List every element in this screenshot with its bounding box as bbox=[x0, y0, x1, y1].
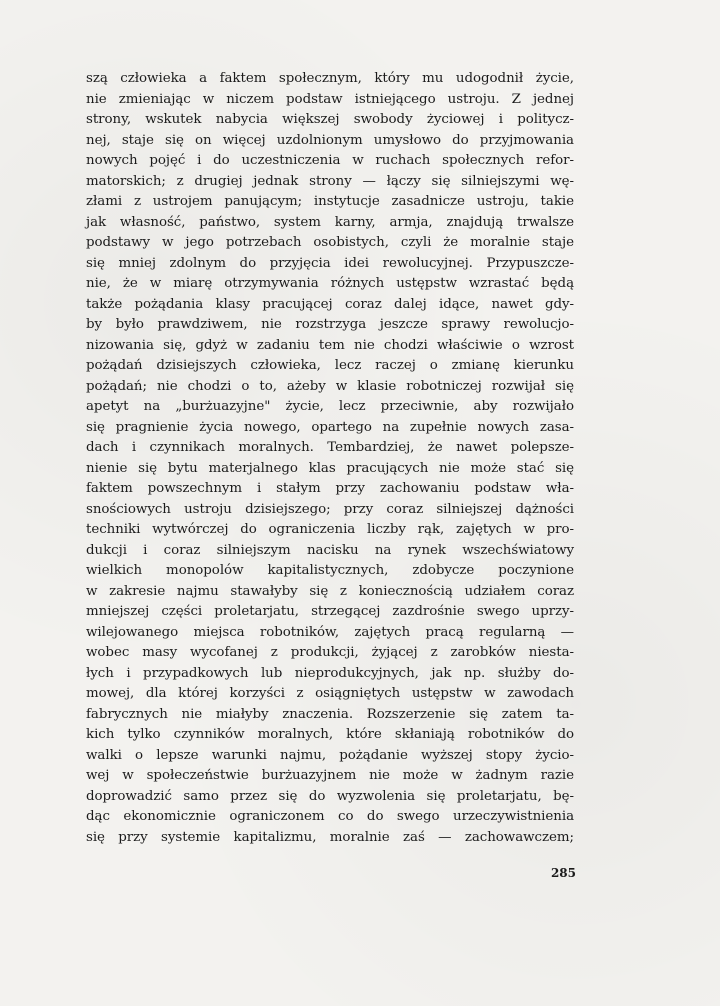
text-line: techniki wytwórczej do ograniczenia liczby rąk, zajętych w pro- bbox=[86, 522, 574, 537]
text-line: wilejowanego miejsca robotników, zajętych pracą regularną — bbox=[86, 624, 574, 640]
text-line: kich tylko czynników moralnych, które skłaniają robotników do bbox=[86, 727, 574, 742]
text-line: złami z ustrojem panującym; instytucje zasadnicze ustroju, takie bbox=[86, 194, 574, 209]
text-line: nej, staje się on więcej uzdolnionym umysłowo do przyjmowania bbox=[86, 132, 574, 148]
text-line: się przy systemie kapitalizmu, moralnie zaś — zachowawczem; bbox=[86, 829, 574, 845]
text-line: się pragnienie życia nowego, opartego na zupełnie nowych zasa- bbox=[86, 419, 574, 435]
text-line: mowej, dla której korzyści z osiągniętych ustępstw w zawodach bbox=[86, 686, 574, 701]
text-line: jak własność, państwo, system karny, armja, znajdują trwalsze bbox=[86, 214, 574, 230]
text-line: wobec masy wycofanej z produkcji, żyjącej z zarobków niesta- bbox=[86, 645, 574, 660]
text-line: dach i czynnikach moralnych. Tembardziej, że nawet polepsze- bbox=[86, 440, 574, 455]
text-line: dąc ekonomicznie ograniczonem co do swego urzeczywistnienia bbox=[86, 809, 574, 824]
text-line: mniejszej części proletarjatu, strzegącej zazdrośnie swego uprzy- bbox=[86, 604, 574, 619]
text-line: matorskich; z drugiej jednak strony — łączy się silniejszymi wę- bbox=[86, 173, 574, 189]
text-line: w zakresie najmu stawałyby się z koniecznością udziałem coraz bbox=[86, 583, 574, 599]
text-line: wej w społeczeństwie burżuazyjnem nie może w żadnym razie bbox=[86, 768, 574, 783]
text-line: pożądań; nie chodzi o to, ażeby w klasie robotniczej rozwijał się bbox=[86, 378, 574, 394]
text-line: nowych pojęć i do uczestniczenia w ruchach społecznych refor- bbox=[86, 153, 574, 168]
text-line: nie, że w miarę otrzymywania różnych ustępstw wzrastać będą bbox=[86, 276, 574, 291]
text-line: fabrycznych nie miałyby znaczenia. Rozszerzenie się zatem ta- bbox=[86, 706, 574, 722]
text-line: wielkich monopolów kapitalistycznych, zdobycze poczynione bbox=[86, 563, 574, 578]
text-line: podstawy w jego potrzebach osobistych, czyli że moralnie staje bbox=[86, 235, 574, 250]
page-number: 285 bbox=[550, 866, 576, 880]
text-line: łych i przypadkowych lub nieprodukcyjnych, jak np. służby do- bbox=[86, 665, 574, 681]
text-line: dukcji i coraz silniejszym nacisku na rynek wszechświatowy bbox=[86, 542, 574, 558]
text-line: by było prawdziwem, nie rozstrzyga jeszcze sprawy rewolucjo- bbox=[86, 317, 574, 332]
body-text bbox=[86, 69, 574, 848]
text-line: nienie się bytu materjalnego klas pracujących nie może stać się bbox=[86, 460, 574, 476]
text-line: walki o lepsze warunki najmu, pożądanie wyższej stopy życio- bbox=[86, 747, 574, 763]
text-line: nie zmieniając w niczem podstaw istniejącego ustroju. Z jednej bbox=[86, 91, 574, 107]
text-line: faktem powszechnym i stałym przy zachowaniu podstaw wła- bbox=[86, 481, 574, 496]
text-line: apetyt na „burżuazyjne" życie, lecz przeciwnie, aby rozwijało bbox=[86, 399, 574, 414]
text-line: się mniej zdolnym do przyjęcia idei rewolucyjnej. Przypuszcze- bbox=[86, 255, 574, 271]
text-line: nizowania się, gdyż w zadaniu tem nie chodzi właściwie o wzrost bbox=[86, 337, 574, 353]
text-line: szą człowieka a faktem społecznym, który mu udogodnił życie, bbox=[86, 71, 574, 86]
text-line: snościowych ustroju dzisiejszego; przy coraz silniejszej dążności bbox=[86, 501, 574, 517]
text-line: strony, wskutek nabycia większej swobody życiowej i politycz- bbox=[86, 112, 574, 127]
text-line: doprowadzić samo przez się do wyzwolenia się proletarjatu, bę- bbox=[86, 788, 574, 804]
text-line: pożądań dzisiejszych człowieka, lecz raczej o zmianę kierunku bbox=[86, 358, 574, 373]
text-line: także pożądania klasy pracującej coraz dalej idące, nawet gdy- bbox=[86, 296, 574, 312]
